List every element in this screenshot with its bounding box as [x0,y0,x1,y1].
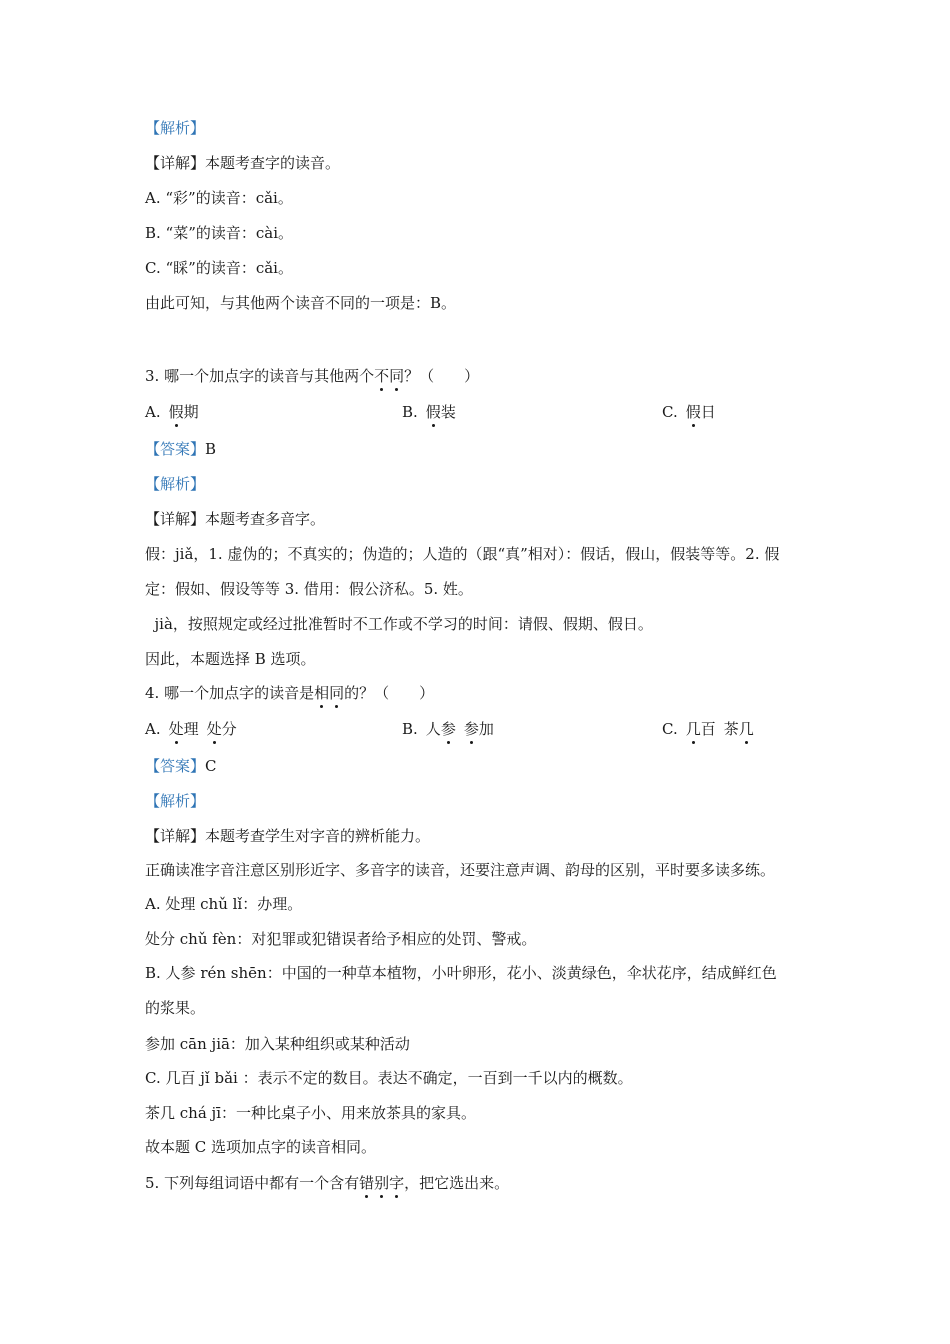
option-text: 茶 [723,720,739,738]
detail-line: 【详解】本题考查多音字。 [145,510,326,528]
answer-label: 【答案】 [145,440,206,458]
analysis-heading: 【解析】 [145,119,206,137]
answer-value: C [205,757,217,775]
dotted-char: 同 [329,684,345,702]
q4-option-c [662,719,754,739]
q3-option-a [145,402,199,422]
option-text: 日 [700,403,716,421]
explanation-line: B. 人参 rén shēn：中国的一种草本植物，小叶卵形，花小、淡黄绿色，伞状花序，结成鲜红色 [145,964,777,982]
dotted-char: 处 [206,720,222,738]
dotted-char: 别 [374,1174,390,1192]
dotted-char: 处 [168,720,184,738]
dotted-char: 参 [440,720,456,738]
explanation-line: 的浆果。 [145,999,206,1017]
answer-3 [145,439,216,459]
option-text: 期 [183,403,199,421]
analysis-heading: 【解析】 [145,792,206,810]
dotted-char: 假 [685,403,701,421]
option-label: C. [662,403,678,421]
conclusion-line: 由此可知，与其他两个读音不同的一项是：B。 [145,294,457,312]
option-text: 分 [221,720,237,738]
answer-label: 【答案】 [145,757,206,775]
option-text: 百 [700,720,716,738]
dotted-char: 字 [389,1174,405,1192]
question-5 [145,1173,509,1193]
q4-option-a [145,719,237,739]
explanation-line: 正确读准字音注意区别形近字、多音字的读音，还要注意声调、韵母的区别，平时要多读多练。 [145,861,776,879]
question-3-suffix: ？（ ） [404,367,480,385]
detail-line: 【详解】本题考查字的读音。 [145,154,341,172]
option-text: 装 [440,403,456,421]
option-label: B. [402,403,418,421]
q4-option-b [402,719,494,739]
dotted-char: 假 [425,403,441,421]
explanation-line: 假：jiǎ，1. 虚伪的；不真实的；伪造的；人造的（跟“真”相对）：假话，假山，假装等等。2. 假 [145,545,780,563]
question-5-prefix: 5. 下列每组词语中都有一个含有 [145,1174,360,1192]
dotted-char: 参 [463,720,479,738]
dotted-char: 同 [389,367,405,385]
explanation-line: jià，按照规定或经过批准暂时不工作或不学习的时间：请假、假期、假日。 [145,615,653,633]
question-5-suffix: ，把它选出来。 [404,1174,510,1192]
option-label: C. [662,720,678,738]
option-text: 加 [478,720,494,738]
detail-line: 【详解】本题考查学生对字音的辨析能力。 [145,827,431,845]
dotted-char: 假 [168,403,184,421]
analysis-heading: 【解析】 [145,475,206,493]
question-4-prefix: 4. 哪一个加点字的读音是 [145,684,315,702]
explanation-line: A. 处理 chǔ lǐ：办理。 [145,895,303,913]
explanation-line: 定：假如、假设等等 3. 借用：假公济私。5. 姓。 [145,580,473,598]
explanation-line: 处分 chǔ fèn：对犯罪或犯错误者给予相应的处罚、警戒。 [145,930,537,948]
option-a-reading: A. “彩”的读音：cǎi。 [145,189,293,207]
answer-value: B [205,440,217,458]
question-4-suffix: 的？（ ） [344,684,435,702]
dotted-char: 不 [374,367,390,385]
option-label: A. [145,403,161,421]
option-c-reading: C. “睬”的读音：cǎi。 [145,259,293,277]
explanation-line: C. 几百 jǐ bǎi ：表示不定的数目。表达不确定，一百到一千以内的概数。 [145,1069,633,1087]
dotted-char: 几 [738,720,754,738]
explanation-line: 参加 cān jiā：加入某种组织或某种活动 [145,1035,410,1053]
dotted-char: 几 [685,720,701,738]
dotted-char: 错 [359,1174,375,1192]
answer-4 [145,756,217,776]
dotted-char: 相 [314,684,330,702]
question-3 [145,366,479,386]
option-text: 理 [183,720,199,738]
explanation-line: 故本题 C 选项加点字的读音相同。 [145,1138,377,1156]
explanation-line: 茶几 chá jī：一种比桌子小、用来放茶具的家具。 [145,1104,476,1122]
explanation-line: 因此，本题选择 B 选项。 [145,650,316,668]
q3-option-c [662,402,716,422]
option-label: A. [145,720,161,738]
question-3-prefix: 3. 哪一个加点字的读音与其他两个 [145,367,375,385]
option-text: 人 [425,720,441,738]
q3-option-b [402,402,456,422]
question-4 [145,683,434,703]
option-label: B. [402,720,418,738]
option-b-reading: B. “菜”的读音：cài。 [145,224,294,242]
